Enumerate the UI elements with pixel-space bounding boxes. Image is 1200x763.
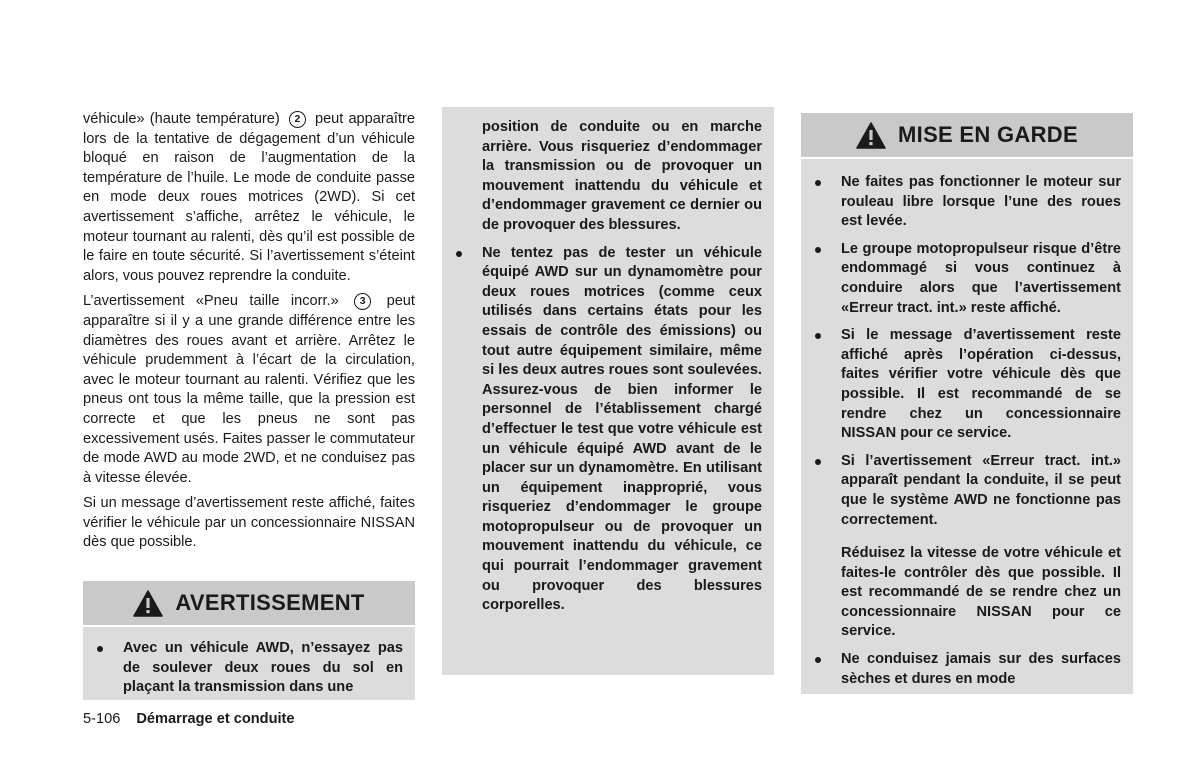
caution-item: Si le message d’avertissement reste affiché après l’opération ci-dessus, faites vérifier votre véhicule dès que possible. Il est recommandé de se rendre chez un concessionnaire NISSAN pour ce service.	[801, 326, 1133, 444]
warning-item: Ne tentez pas de tester un véhicule équipé AWD sur un dynamomètre pour deux roues motrices (comme ceux utilisés dans certains états pour les essais de contrôle des émissions) ou tout autre équipement similaire, même si les deux autres roues sont soulevées. Assurez-vous de bien informer le personnel de l’établissement chargé d’effectuer le test que votre véhicule est un véhicule équipé AWD avant de le placer sur un dynamomètre. En utilisant un équipement inapproprié, vous risqueriez d’endommager le groupe motopropulseur ou de provoquer un mouvement inattendu du véhicule, ce qui pourrait l’endommager gravement ou provoquer des blessures corporelles.	[442, 244, 774, 616]
bullet-icon	[815, 657, 821, 663]
callout-marker-2: 2	[289, 111, 306, 128]
section-title: Démarrage et conduite	[136, 711, 295, 727]
caution-header	[801, 113, 1133, 157]
bullet-icon	[815, 459, 821, 465]
warning-body	[83, 627, 415, 700]
column-left	[83, 110, 415, 559]
warning-title: AVERTISSEMENT	[175, 590, 365, 615]
bullet-icon	[815, 247, 821, 253]
paragraph-tire-size-warning: L’avertissement «Pneu taille incorr.» 3 peut apparaître si il y a une grande différence entre les diamètres des roues avant et arrière. Arrêtez le véhicule prudemment à l’écart de la circulation, avec le moteur tournant au ralenti. Vérifiez que les pneus ont tous la même taille, que la pression est correcte et que les pneus ne sont pas excessivement usés. Faites passer le commutateur de mode AWD au mode 2WD, et ne conduisez pas à vitesse élevée.	[83, 293, 415, 486]
caution-item: Le groupe motopropulseur risque d’être endommagé si vous continuez à conduire alors que l’avertissement «Erreur tract. int.» reste affiché.	[801, 240, 1133, 318]
page-number: 5-106	[83, 711, 121, 727]
caution-body	[801, 159, 1133, 694]
warning-triangle-icon	[133, 590, 163, 617]
bullet-icon	[456, 251, 462, 257]
callout-marker-3: 3	[354, 293, 371, 310]
warning-continued-text: position de conduite ou en marche arrière. Vous risqueriez d’endommager la transmission ou de provoquer un mouvement inattendu du véhicule et d’endommager gravement ce dernier ou de provoquer des blessures.	[482, 119, 762, 233]
caution-title: MISE EN GARDE	[898, 122, 1078, 147]
warning-header	[83, 581, 415, 625]
warning-item: Avec un véhicule AWD, n’essayez pas de soulever deux roues du sol en plaçant la transmission dans une	[83, 639, 415, 698]
page-footer	[83, 710, 295, 728]
bullet-icon	[815, 333, 821, 339]
caution-item: Si l’avertissement «Erreur tract. int.» apparaît pendant la conduite, il se peut que le système AWD ne fonctionne pas correctement.	[801, 452, 1133, 530]
bullet-icon	[815, 180, 821, 186]
paragraph-temperature-warning: véhicule» (haute température) 2 peut apparaître lors de la tentative de dégagement d’un véhicule bloqué en raison de l’augmentation de la température de l’huile. Le mode de conduite passe en mode deux roues motrices (2WD). Si cet avertissement s’affiche, arrêtez le véhicule, le moteur tournant au ralenti, dès qu’il est possible de le faire en toute sécurité. Si l’avertissement s’éteint alors, vous pouvez reprendre la conduite.	[83, 111, 415, 284]
caution-item: Ne conduisez jamais sur des surfaces sèches et dures en mode	[801, 650, 1133, 689]
paragraph-dealer-check: Si un message d’avertissement reste affiché, faites vérifier le véhicule par un concessionnaire NISSAN dès que possible.	[83, 495, 415, 551]
caution-item: Ne faites pas fonctionner le moteur sur rouleau libre lorsque l’une des roues est levée.	[801, 173, 1133, 232]
warning-continued-box	[442, 107, 774, 675]
caution-subparagraph: Réduisez la vitesse de votre véhicule et faites-le contrôler dès que possible. Il est recommandé de se rendre chez un concessionnaire NISSAN pour ce service.	[841, 545, 1121, 640]
warning-triangle-icon	[856, 122, 886, 149]
bullet-icon	[97, 646, 103, 652]
